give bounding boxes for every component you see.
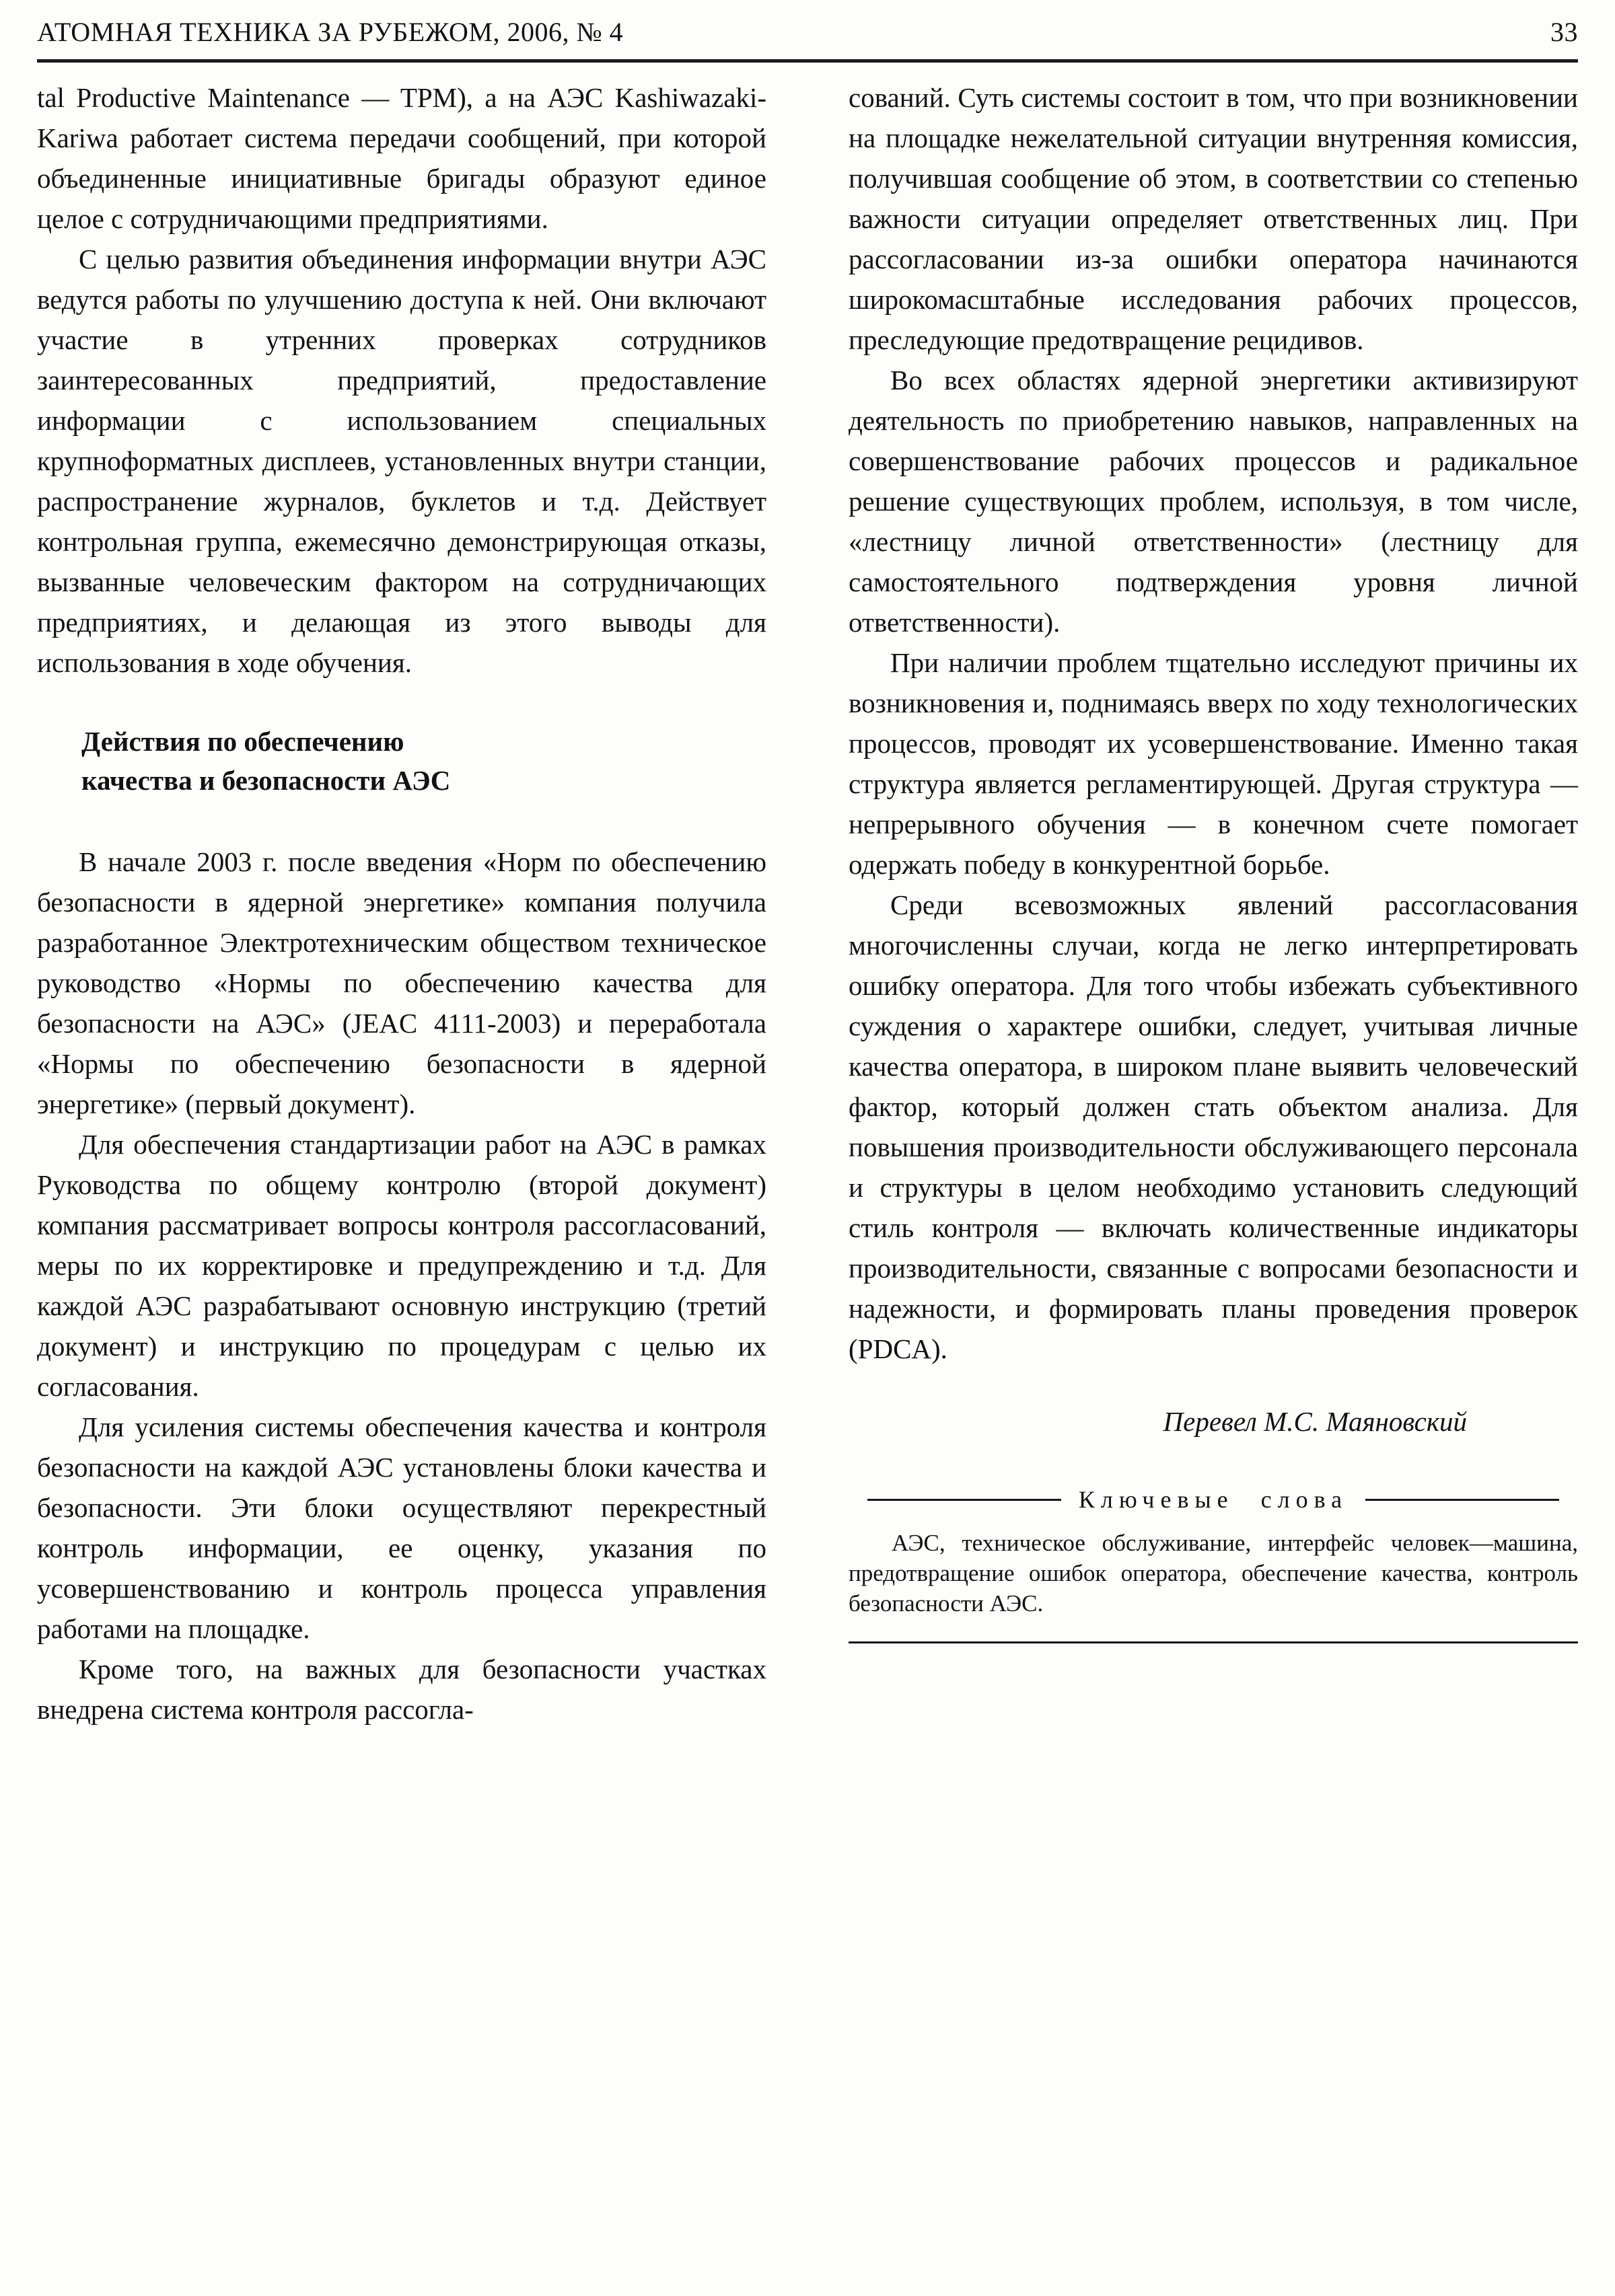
paragraph: Во всех областях ядерной энергетики активизируют деятельность по приобретению навыков, направленных на совершенствование рабочих процессов и радикальное решение существующих проблем, используя, в том числе, «лестницу личной ответственности» (лестницу для самостоятельного подтверждения уровня личной ответственности).	[849, 365, 1578, 638]
left-column	[37, 77, 766, 1730]
keywords-header	[849, 1479, 1578, 1520]
header-rule	[37, 59, 1578, 63]
paragraph-continues-to-next-column: Кроме того, на важных для безопасности участках внедрена система контроля рассогла-	[37, 1654, 766, 1725]
page-number: 33	[1550, 17, 1578, 47]
paragraph-continued-from-left-column: сований. Суть системы состоит в том, что при возникновении на площадке нежелательной ситуации внутренняя комиссия, получившая сообщение об этом, в соответствии со степенью важности ситуации определяет ответственных лиц. При рассогласовании из-за ошибки оператора начинаются широкомасштабные исследования рабочих процессов, преследующие предотвращение рецидивов.	[849, 82, 1578, 355]
keywords-section	[849, 1479, 1578, 1643]
paragraph: С целью развития объединения информации внутри АЭС ведутся работы по улучшению доступа к ней. Они включают участие в утренних проверках сотрудников заинтересованных предприятий, предоставление информации с использованием специальных крупноформатных дисплеев, установленных внутри станции, распространение журналов, буклетов и т.д. Действует контрольная группа, ежемесячно демонстрирующая отказы, вызванные человеческим фактором на сотрудничающих предприятиях, и делающая из этого выводы для использования в ходе обучения.	[37, 244, 766, 678]
translator-credit: Перевел М.С. Маяновский	[1163, 1406, 1467, 1437]
journal-title: АТОМНАЯ ТЕХНИКА ЗА РУБЕЖОМ, 2006, № 4	[37, 17, 624, 47]
keywords-text: АЭС, техническое обслуживание, интерфейс человек—машина, предотвращение ошибок оператора, обеспечение качества, контроль безопасности АЭС.	[849, 1530, 1578, 1617]
right-column	[849, 77, 1578, 1730]
content-columns	[37, 77, 1578, 1730]
page-header	[37, 15, 1578, 50]
section-heading-line-1: Действия по обеспечению	[81, 726, 404, 757]
paragraph: Для обеспечения стандартизации работ на АЭС в рамках Руководства по общему контролю (второй документ) компания рассматривает вопросы контроля рассогласований, меры по их корректировке и предупреждению и т.д. Для каждой АЭС разрабатывают основную инструкцию (третий документ) и инструкцию по процедурам с целью их согласования.	[37, 1129, 766, 1402]
section-heading	[37, 722, 766, 800]
paragraph-continued-from-previous-page: tal Productive Maintenance — TPM), а на АЭС Kashiwazaki-Kariwa работает система передачи сообщений, при которой объединенные инициативные бригады образуют единое целое с сотрудничающими предприятиями.	[37, 82, 766, 234]
paragraph: Для усиления системы обеспечения качества и контроля безопасности на каждой АЭС установлены блоки качества и безопасности. Эти блоки осуществляют перекрестный контроль информации, ее оценку, указания по усовершенствованию и контроль процесса управления работами на площадке.	[37, 1411, 766, 1644]
keywords-divider-left	[867, 1499, 1061, 1501]
paragraph: При наличии проблем тщательно исследуют причины их возникновения и, поднимаясь вверх по ходу технологических процессов, проводят их усовершенствование. Именно такая структура является регламентирующей. Другая структура — непрерывного обучения — в конечном счете помогает одержать победу в конкурентной борьбе.	[849, 647, 1578, 880]
section-heading-line-2: качества и безопасности АЭС	[81, 765, 451, 796]
keywords-bottom-rule	[849, 1641, 1578, 1643]
keywords-label: Ключевые слова	[1078, 1486, 1349, 1513]
paragraph: Среди всевозможных явлений рассогласования многочисленны случаи, когда не легко интерпретировать ошибку оператора. Для того чтобы избежать субъективного суждения о характере ошибки, следует, учитывая личные качества оператора, в широком плане выявить человеческий фактор, который должен стать объектом анализа. Для повышения производительности обслуживающего персонала и структуры в целом необходимо установить следующий стиль контроля — включать количественные индикаторы производительности, связанные с вопросами безопасности и надежности, и формировать планы проведения проверок (PDCA).	[849, 889, 1578, 1364]
paragraph: В начале 2003 г. после введения «Норм по обеспечению безопасности в ядерной энергетике» компания получила разработанное Электротехническим обществом техническое руководство «Нормы по обеспечению качества для безопасности на АЭС» (JEAC 4111-2003) и переработала «Нормы по обеспечению безопасности в ядерной энергетике» (первый документ).	[37, 846, 766, 1119]
keywords-divider-right	[1365, 1499, 1559, 1501]
